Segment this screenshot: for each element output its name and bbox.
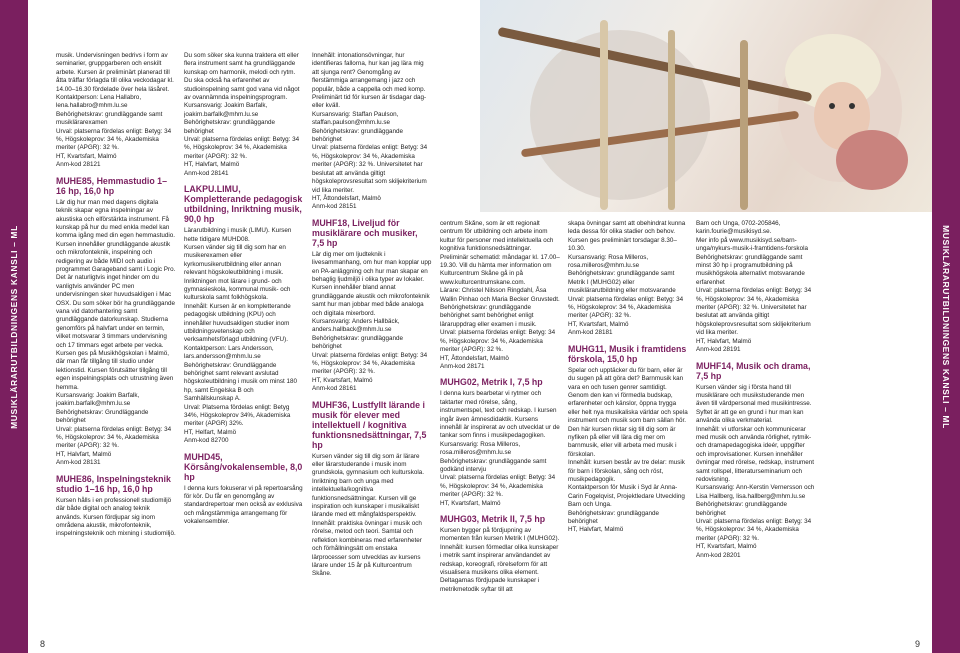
- course-text: Lärarutbildning i musik (LIMU). Kursen hette tidigare MUHD08.: [184, 227, 292, 243]
- course-text: Innehåll: intonationsövningar, hur identifieras fallorna, hur kan jag lära mig att sjunga rent? Genomgång av flerstämmiga arrangemang i jazz och populär, både a cappella och med komp. Preliminärt tid för kursen är tisdagar dag- eller kväll.: [312, 52, 427, 110]
- course-text: HT, Halvfart, Malmö: [184, 161, 240, 169]
- course-text: Kontaktperson för Musik i Syd är Anna-Carin Fogelqvist, Projektledare Utveckling Barn och Unga.: [568, 484, 685, 509]
- course-text: Anm-kod 28171: [440, 362, 485, 370]
- course-text: Urval: platserna fördelas enligt: Betyg: 34 %, Högskoleprov: 34 %, Akademiska meriter (APGR): 32 %.: [568, 295, 684, 320]
- course-text: Kursansvarig: Rosa Milleros, rosa.milleros@mhm.lu.se: [568, 253, 649, 270]
- course-text: Innehåll: Kursen är en kompletterande pedagogisk utbildning (KPU) och innehåller huvudsakligen studier inom utbildningsvetenskap och verksamhetsförlagd utbildning (VFU).: [184, 302, 291, 344]
- flute-player-photo: [480, 0, 932, 212]
- course-text: Kursansvarig: Joakim Barfalk, joakim.barfalk@mhm.lu.se: [56, 392, 140, 408]
- course-text: Kontaktperson: Lena Hallabro, lena.hallabro@mhm.lu.se: [56, 94, 142, 110]
- course-text: Behörighetskrav: Grundläggande behörighet samt relevant avslutad högskoleutbildning i musik om minst 180 hp, samt Engelska B och Samhällskunskap A.: [184, 361, 298, 403]
- course-text: Kursen vänder sig till dig som har en musikerexamen eller kyrkomusikerutbildning eller annan relevant högskoleutbildning i musik. Inriktningen mot lärare i grund- och gymnasieskola, kommunal musik- och kulturskola samt folkhögskola.: [184, 243, 291, 302]
- course-text: Urval: Platserna fördelas enligt: Betyg 34%, Högskoleprov 34%, Akademiska meriter (APGR) 32%.: [184, 403, 291, 428]
- course-text: Innehåll: praktiska övningar i musik och rörelse, metod och teori. Samtal och reflektion kombineras med erfarenheter och förhållningsätt om enstaka lärprocesser som utvecklas av kursens lärare under 15 år på Kulturcentrum Skåne.: [312, 519, 422, 578]
- course-text: HT, Kvartsfart, Malmö: [696, 543, 757, 551]
- course-text: Urval: platserna fördelas enligt: Betyg: 34 %, Högskoleprov: 34 %, Akademiska meriter (APGR): 32 %.: [56, 127, 172, 152]
- course-text: Urval: platserna fördelas enligt: Betyg: 34 %, Högskoleprov: 34 %, Akademiska meriter (APGR): 32 %.: [440, 474, 556, 499]
- course-text: I denna kurs bearbetar vi rytmer och taktarter med rörelse, sång, instrumentspel, text och redskap. I kursen ingår även ämnesdidaktik. Kursens innehåll är inspirerat av och utvecklat ur de tankar som finns i musikpedagogiken.: [440, 390, 560, 440]
- course-text: Urval: platserna fördelas enligt: Betyg: 34 %, Högskoleprov: 34 %, Akademiska meriter (APGR): 32 %.: [312, 351, 428, 376]
- course-text: HT, Halvfart, Malmö: [568, 526, 624, 534]
- course-heading: MUHG03, Metrik II, 7,5 hp: [440, 514, 546, 524]
- course-text: Lärare: Christel Nilsson Ringdahl, Åsa Wallin Pinhao och Maria Becker Gruvstedt.: [440, 287, 560, 303]
- course-text: I denna kurs fokuserar vi på repertoarsång för kör. Du får en genomgång av standardrepertoar men också av exklusiva och mångstämmiga arrangemang för vokalensembler.: [184, 484, 303, 526]
- course-text: Behörighetskrav: grundläggande samt musiklärarexamen: [56, 110, 163, 127]
- course-text: Urval: platserna fördelas enligt: Betyg: 34 %, Högskoleprov: 34 %, Akademiska meriter (APGR): 32 %.: [184, 136, 300, 160]
- course-text: Innehåll: vi utforskar och kommunicerar med musik och använda rörlighet, rytmik- och dramapedagogiska ideér, uppgifter och improvisationer. Kursen innehåller övningar med rörelse, redskap, instrument samt rollspel, litteraturseminarium och redovisning.: [696, 425, 814, 483]
- course-text: HT, Halvfart, Malmö: [56, 450, 112, 458]
- course-text: HT, Kvartsfart, Malmö: [440, 499, 501, 507]
- course-text: Urval: platserna fördelas enligt: Betyg: 34 %, Högskoleprov: 34 %, Akademiska meriter (APGR): 32 %.: [696, 518, 812, 542]
- text-column: [312, 52, 432, 640]
- page-number-left: 8: [40, 639, 46, 649]
- sidebar-label: MUSIKLÄRARUTBILDNINGENS KANSLI – ML: [941, 224, 951, 429]
- text-column: [56, 52, 176, 640]
- course-text: Spelar och upptäcker du för barn, eller är du sugen på att göra det? Barnmusik kan vara en och tusen genrer samtidigt. Genom den kan vi förmedla budskap, erfarenheter och känslor, öppna trygga eller helt nya musikaliska världar och spela instrument och musik som barn sällan hör. Den här kursen riktar sig till dig som är nyfiken på eller vill lära dig mer om barnmusik, eller vill arbeta med musik i förskolan.: [568, 366, 688, 458]
- course-text: musik. Undervisningen bedrivs i form av seminarier, gruppgarberen och enskilt arbete. Kursen är preliminärt planerad till åtta träffar förlagda till olika veckodagar kl. 14.00–16.30 fördelade över hela läsåret.: [56, 52, 174, 93]
- course-heading: MUHD45, Körsång/vokalensemble, 8,0 hp: [184, 451, 303, 482]
- course-text: Kontaktperson: Lars Andersson, lars.andersson@mhm.lu.se: [184, 344, 274, 361]
- text-column: [440, 220, 560, 640]
- course-text: Lär dig mer om ljudteknik i livesammanhang, om hur man kopplar upp en PA-anläggning och hur man skapar en behaglig ljudmiljö i olika typer av lokaler. Kursen innehåller bland annat grundläggande akustik och mikrofonteknik samt hur man jobbar med både analoga och digitala mixerbord.: [312, 250, 432, 317]
- course-heading: LAKPU.LIMU, Kompletterande pedagogisk utbildning, Inriktning musik, 90,0 hp: [184, 184, 303, 225]
- course-text: Kursansvarig: Anders Hallbäck, anders.hallback@mhm.lu.se: [312, 317, 400, 334]
- course-text: Kursen vänder sig till dig som är lärare eller lärarstuderande i musik inom grundskola, gymnasium och kulturskola. Inriktning barn och unga med intellektuella/kognitiva funktionsnedsättningar. Kursen vill ge inspiration och kunskaper i musikaliskt lärande med ett mångfaldsperspektiv.: [312, 452, 424, 519]
- photo-illustration: [480, 0, 932, 212]
- course-text: Behörighetskrav: grundläggande behörighet: [568, 509, 660, 525]
- course-text: Behörighetskrav: grundläggande samt minst 30 hp i programutbildning på musikhögskola alternativt motsvarande erfarenhet: [696, 253, 805, 286]
- right-sidebar: [932, 0, 960, 653]
- course-text: Urval: platserna fördelas enligt: Betyg: 34 %, Högskoleprov: 34 %, Akademiska meriter (APGR): 32 %.: [56, 425, 172, 450]
- course-text: HT, Kvartsfart, Malmö: [56, 152, 117, 160]
- text-column: [568, 220, 688, 640]
- course-text: HT, Åttondelsfart, Malmö: [440, 354, 509, 362]
- course-text: Det är naturligtvis inget hinder om du vanligtvis använder PC men undervisningen sker huvudsakligen i Mac OSX. Du som söker bör ha grundläggande vana vid datorhantering samt grundläggande datorkunskap. Studierna genomförs på halvfart under en termin, vilket motsvarar 3 timmars undervisning och 17 timmars eget arbete per vecka. Kursen ges på Musikhögskolan i Malmö, där man får tillgång till studio under lektionstid. Kursen förutsätter tillgång till egen inspelningsplats och utrustning även hemma.: [56, 274, 176, 391]
- page-number-right: 9: [914, 639, 920, 649]
- course-heading: MUHF14, Musik och drama, 7,5 hp: [696, 360, 811, 381]
- course-text: Anm-kod 82700: [184, 437, 229, 445]
- course-text: Anm-kod 28181: [568, 329, 613, 337]
- course-text: Barn och Unga, 0702-205846, karin.fourie@musikisyd.se.: [696, 220, 781, 236]
- course-text: HT, Helfart, Malmö: [184, 428, 237, 436]
- course-text: HT, Halvfart, Malmö: [696, 337, 752, 345]
- course-heading: MUHG11, Musik i framtidens förskola, 15,0 hp: [568, 343, 687, 364]
- course-text: Kursansvarig: Joakim Barfalk, joakim.barfalk@mhm.lu.se: [184, 102, 268, 118]
- course-text: Lär dig hur man med dagens digitala teknik skapar egna inspelningar av akustiska och elförstärkta instrument. Få kunskap på hur du med enkla medel kan komma igång med din egen hemmastudio. Kursen innehåller grundläggande akustik och mikrofonteknik, inspelning och redigering av både MIDI och audio i programmet Garageband samt i Logic Pro.: [56, 198, 176, 273]
- course-text: Mer info på www.musikisyd.se/barn-unga/nykurs-musik-i-framtidens-forskola: [696, 236, 808, 253]
- course-text: centrum Skåne, som är ett regionalt centrum för utbildning och arbete inom kultur för personer med intellektuella och kognitiva funktionsnedsättningar. Preliminär schematid: måndagar kl. 17.00–19.30. Vill du hämta mer information om Kulturcentrum Skåne gå in på www.kulturcentrumskane.com.: [440, 220, 560, 286]
- course-text: Behörighetskrav: grundläggande samt Metrik I (MUHG02) eller musiklärarutbildning eller motsvarande: [568, 270, 676, 295]
- course-text: Anm-kod 28141: [184, 169, 229, 177]
- course-text: skapa övningar samt att obehindrat kunna leda dessa för olika stadier och behov. Kursen ges preliminärt torsdagar 8.30–10.30.: [568, 220, 686, 253]
- course-text: HT, Kvartsfart, Malmö: [568, 320, 629, 328]
- course-text: Behörighetskrav: grundläggande behörighet: [184, 119, 276, 135]
- course-text: Kursen bygger på fördjupning av momenten från kursen Metrik I (MUHG02). Innehåll: kursen förmedlar olika kunskaper i metrik samt inspirerar användandet av redskap, koreografi, rörelseform för att visualisera musikens olika element. Deltagarnas fördjupade kunskaper i metrikmetodik syftar till att: [440, 527, 560, 593]
- course-text: Urval: platserna fördelas enligt: Betyg: 34 %, Högskoleprov: 34 %, Akademiska meriter (APGR): 32 %. Universitetet har beslutat att använda giltigt högskoleprovsresultat som skiljekriterium vid lika meriter.: [312, 144, 428, 194]
- course-text: Behörighetskrav: grundläggande behörighet: [312, 127, 404, 144]
- course-text: Behörighetskrav: grundläggande behörighet samt behörighet enligt läraruppdrag eller examen i musik.: [440, 304, 537, 328]
- course-text: Du som söker ska kunna traktera ett eller flera instrument samt ha grundläggande kunskap om harmonik, melodi och rytm. Du ska också ha erfarenhet av studioinspelning samt god vana vid något av ovannämnda inspelningsprogram.: [184, 52, 300, 102]
- text-column: [696, 220, 816, 640]
- course-text: Anm-kod 28191: [696, 346, 741, 354]
- course-text: HT, Åttondelsfart, Malmö: [312, 194, 381, 202]
- course-text: Urval: platserna fördelas enligt: Betyg: 34 %, Högskoleprov: 34 %, Akademiska meriter (APGR): 32 %. Universitetet har beslutat att använda giltigt högskoleprovsresultat som skiljekriterium vid lika meriter.: [696, 287, 812, 337]
- course-text: Anm-kod 28201: [696, 551, 741, 559]
- course-text: Kursen vänder sig i första hand till musiklärare och musikstuderande men även till värdpersonal med musikintresse. Syftet är att ge en grund i hur man kan använda olika verkmaterial.: [696, 383, 812, 425]
- sidebar-label: MUSIKLÄRARUTBILDNINGENS KANSLI – ML: [9, 224, 19, 429]
- course-heading: MUHE86, Inspelningsteknik studio 1–16 hp, 16,0 hp: [56, 473, 171, 494]
- course-text: Kursansvarig: Rosa Milleros, rosa.milleros@mhm.lu.se: [440, 440, 521, 457]
- course-text: Behörighetskrav: grundläggande behörighet: [696, 501, 788, 517]
- course-text: Kursansvarig: Ann-Kerstin Vernersson och Lisa Hallberg, lisa.hallberg@mhm.lu.se: [696, 484, 815, 500]
- course-text: Behörighetskrav: grundläggande samt godkänd intervju: [440, 457, 547, 473]
- course-heading: MUHF18, Liveljud för musiklärare och musiker, 7,5 hp: [312, 217, 418, 248]
- course-heading: MUHE85, Hemmastudio 1–16 hp, 16,0 hp: [56, 175, 167, 196]
- course-text: Anm-kod 28131: [56, 459, 101, 467]
- text-column: [184, 52, 304, 640]
- course-text: HT, Kvartsfart, Malmö: [312, 376, 373, 384]
- course-text: Behörighetskrav: Grundläggande behörighet: [56, 408, 149, 425]
- course-heading: MUHF36, Lustfyllt lärande i musik för elever med intellektuell / kognitiva funktionsnedsättningar, 7,5 hp: [312, 399, 427, 450]
- course-text: Kursen hålls i en professionell studiomiljö där både digital och analog teknik används. Kursen fördjupar sig inom områdena akustik, mikrofonteknik, inspelningsteknik och mixning i studiomiljö.: [56, 496, 176, 538]
- left-sidebar: [0, 0, 28, 653]
- course-text: Kursansvarig: Staffan Paulson, staffan.paulson@mhm.lu.se: [312, 110, 399, 127]
- course-text: Innehåll: kursen består av tre delar: musik för barn i förskolan, sång och röst, musikpedagogik.: [568, 459, 685, 483]
- course-text: Anm-kod 28161: [312, 385, 357, 393]
- course-text: Anm-kod 28151: [312, 203, 357, 211]
- course-text: Behörighetskrav: grundläggande behörighet: [312, 334, 404, 351]
- course-text: Anm-kod 28121: [56, 161, 101, 169]
- course-text: Urval: platserna fördelas enligt: Betyg: 34 %, Högskoleprov: 34 %, Akademiska meriter (APGR): 32 %.: [440, 329, 556, 354]
- course-heading: MUHG02, Metrik I, 7,5 hp: [440, 377, 543, 388]
